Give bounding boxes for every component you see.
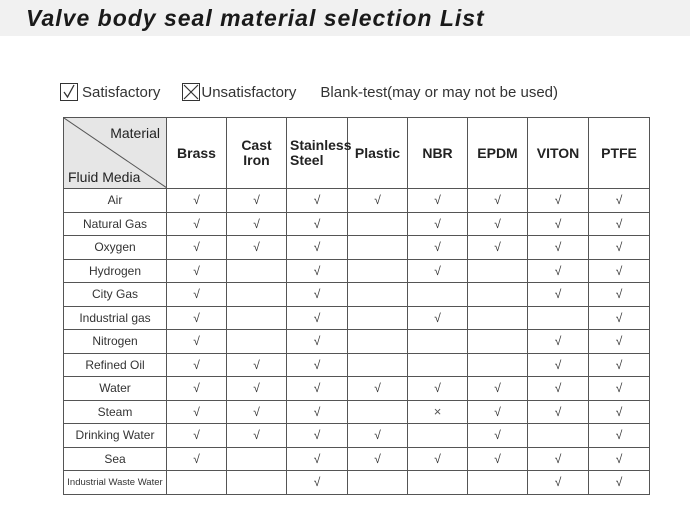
compatibility-cell	[468, 424, 528, 448]
header-row	[64, 118, 650, 189]
satisfactory-mark: √	[193, 263, 200, 278]
compatibility-cell	[287, 400, 348, 424]
compatibility-cell	[408, 424, 468, 448]
satisfactory-mark: √	[193, 381, 200, 396]
compatibility-cell	[408, 330, 468, 354]
table-body	[64, 189, 650, 495]
satisfactory-mark: √	[615, 404, 623, 419]
compatibility-cell	[167, 236, 227, 260]
satisfactory-mark: √	[554, 193, 562, 208]
compatibility-cell	[528, 306, 589, 330]
compatibility-cell	[287, 353, 348, 377]
satisfactory-mark: √	[253, 216, 260, 231]
compatibility-cell	[528, 424, 589, 448]
fluid-media-cell: Hydrogen	[64, 259, 167, 283]
compatibility-cell	[528, 330, 589, 354]
satisfactory-mark: √	[193, 404, 200, 419]
column-header-plastic: Plastic	[348, 118, 408, 189]
satisfactory-mark: √	[313, 310, 321, 325]
compatibility-cell	[528, 259, 589, 283]
material-matrix-table	[63, 117, 650, 495]
compatibility-cell	[589, 447, 650, 471]
compatibility-cell	[348, 259, 408, 283]
table-row	[64, 353, 650, 377]
satisfactory-mark: √	[615, 216, 623, 231]
satisfactory-mark: √	[615, 263, 623, 278]
table-row	[64, 471, 650, 495]
satisfactory-mark: √	[554, 263, 562, 278]
table-row	[64, 283, 650, 307]
compatibility-cell	[348, 283, 408, 307]
satisfactory-mark: √	[193, 334, 200, 349]
satisfactory-mark: √	[554, 334, 562, 349]
satisfactory-mark: √	[193, 310, 200, 325]
satisfactory-mark: √	[253, 428, 260, 443]
column-header-ptfe: PTFE	[589, 118, 650, 189]
satisfactory-mark: √	[494, 216, 501, 231]
compatibility-cell	[589, 306, 650, 330]
satisfactory-mark: √	[193, 451, 200, 466]
table-row	[64, 400, 650, 424]
satisfactory-mark: √	[434, 381, 441, 396]
satisfactory-mark: √	[494, 404, 501, 419]
compatibility-cell	[408, 400, 468, 424]
satisfactory-mark: √	[313, 357, 321, 372]
satisfactory-mark: √	[494, 381, 501, 396]
table-row	[64, 306, 650, 330]
satisfactory-mark: √	[434, 240, 441, 255]
compatibility-cell	[348, 471, 408, 495]
corner-fluid-media-label: Fluid Media	[68, 169, 141, 185]
table-row	[64, 236, 650, 260]
compatibility-cell	[287, 424, 348, 448]
compatibility-cell	[528, 447, 589, 471]
compatibility-cell	[348, 330, 408, 354]
fluid-media-cell: Water	[64, 377, 167, 401]
compatibility-cell	[227, 447, 287, 471]
compatibility-cell	[589, 212, 650, 236]
compatibility-cell	[227, 259, 287, 283]
compatibility-cell	[528, 236, 589, 260]
satisfactory-mark: √	[494, 428, 501, 443]
table-row	[64, 447, 650, 471]
compatibility-cell	[287, 377, 348, 401]
compatibility-cell	[468, 259, 528, 283]
compatibility-cell	[528, 189, 589, 213]
compatibility-cell	[227, 283, 287, 307]
compatibility-cell	[408, 306, 468, 330]
satisfactory-mark: √	[434, 263, 441, 278]
satisfactory-mark: √	[615, 310, 623, 325]
satisfactory-mark: √	[554, 287, 562, 302]
compatibility-cell	[468, 236, 528, 260]
fluid-media-cell: Natural Gas	[64, 212, 167, 236]
legend-satisfactory-label: Satisfactory	[82, 83, 161, 101]
satisfactory-mark: √	[615, 428, 623, 443]
table-row	[64, 330, 650, 354]
table-row	[64, 189, 650, 213]
satisfactory-mark: √	[554, 475, 562, 490]
compatibility-cell	[227, 306, 287, 330]
satisfactory-mark: √	[253, 381, 260, 396]
satisfactory-mark: √	[615, 287, 623, 302]
compatibility-cell	[227, 212, 287, 236]
compatibility-cell	[408, 377, 468, 401]
compatibility-cell	[287, 447, 348, 471]
compatibility-cell	[468, 189, 528, 213]
compatibility-cell	[348, 189, 408, 213]
legend	[60, 80, 558, 104]
satisfactory-mark: √	[313, 287, 321, 302]
fluid-media-cell: City Gas	[64, 283, 167, 307]
fluid-media-cell: Air	[64, 189, 167, 213]
cross-box-icon	[182, 83, 200, 101]
compatibility-cell	[408, 471, 468, 495]
compatibility-cell	[287, 212, 348, 236]
compatibility-cell	[167, 259, 227, 283]
fluid-media-cell: Nitrogen	[64, 330, 167, 354]
compatibility-cell	[589, 330, 650, 354]
compatibility-cell	[227, 400, 287, 424]
legend-unsatisfactory-label: Unsatisfactory	[201, 83, 297, 101]
compatibility-cell	[348, 447, 408, 471]
compatibility-cell	[167, 471, 227, 495]
compatibility-cell	[287, 189, 348, 213]
satisfactory-mark: √	[615, 240, 623, 255]
fluid-media-cell: Drinking Water	[64, 424, 167, 448]
compatibility-cell	[468, 283, 528, 307]
compatibility-cell	[528, 283, 589, 307]
satisfactory-mark: √	[313, 216, 321, 231]
compatibility-cell	[167, 377, 227, 401]
compatibility-cell	[589, 259, 650, 283]
satisfactory-mark: √	[615, 357, 623, 372]
compatibility-cell	[468, 377, 528, 401]
compatibility-cell	[589, 377, 650, 401]
column-header-epdm: EPDM	[468, 118, 528, 189]
compatibility-cell	[348, 377, 408, 401]
satisfactory-mark: √	[313, 334, 321, 349]
compatibility-cell	[227, 330, 287, 354]
satisfactory-mark: √	[313, 263, 321, 278]
compatibility-cell	[287, 330, 348, 354]
compatibility-cell	[167, 189, 227, 213]
compatibility-cell	[167, 353, 227, 377]
satisfactory-mark: √	[434, 193, 441, 208]
column-header-stainless-steel: Stainless Steel	[287, 118, 348, 189]
satisfactory-mark: √	[374, 451, 381, 466]
fluid-media-cell: Oxygen	[64, 236, 167, 260]
compatibility-cell	[408, 189, 468, 213]
satisfactory-mark: √	[615, 451, 623, 466]
satisfactory-mark: √	[253, 357, 260, 372]
compatibility-cell	[227, 377, 287, 401]
compatibility-cell	[528, 400, 589, 424]
compatibility-cell	[167, 212, 227, 236]
satisfactory-mark: √	[253, 240, 260, 255]
table-row	[64, 424, 650, 448]
satisfactory-mark: √	[554, 216, 562, 231]
title-bar	[0, 0, 690, 36]
satisfactory-mark: √	[434, 310, 441, 325]
satisfactory-mark: √	[494, 451, 501, 466]
satisfactory-mark: √	[193, 240, 200, 255]
satisfactory-mark: √	[494, 193, 501, 208]
table-row	[64, 212, 650, 236]
compatibility-cell	[589, 189, 650, 213]
fluid-media-cell: Industrial gas	[64, 306, 167, 330]
corner-material-label: Material	[110, 125, 160, 141]
column-header-cast-iron: Cast Iron	[227, 118, 287, 189]
compatibility-cell	[468, 330, 528, 354]
corner-header	[64, 118, 167, 189]
compatibility-cell	[589, 353, 650, 377]
compatibility-cell	[348, 400, 408, 424]
compatibility-cell	[468, 212, 528, 236]
fluid-media-cell: Steam	[64, 400, 167, 424]
satisfactory-mark: √	[193, 216, 200, 231]
satisfactory-mark: √	[374, 193, 381, 208]
column-header-brass: Brass	[167, 118, 227, 189]
compatibility-cell	[287, 259, 348, 283]
compatibility-cell	[167, 283, 227, 307]
satisfactory-mark: √	[615, 193, 623, 208]
satisfactory-mark: √	[253, 404, 260, 419]
compatibility-cell	[528, 353, 589, 377]
compatibility-cell	[167, 424, 227, 448]
compatibility-cell	[408, 447, 468, 471]
checkmark-box-icon	[60, 83, 78, 101]
compatibility-cell	[468, 447, 528, 471]
compatibility-cell	[167, 330, 227, 354]
satisfactory-mark: √	[313, 451, 321, 466]
compatibility-cell	[408, 236, 468, 260]
compatibility-cell	[468, 353, 528, 377]
compatibility-cell	[589, 424, 650, 448]
page-title: Valve body seal material selection List	[26, 5, 485, 31]
legend-blank-label: Blank-test(may or may not be used)	[320, 83, 559, 101]
satisfactory-mark: √	[494, 240, 501, 255]
satisfactory-mark: √	[193, 357, 200, 372]
compatibility-cell	[348, 353, 408, 377]
satisfactory-mark: √	[374, 381, 381, 396]
compatibility-cell	[589, 236, 650, 260]
compatibility-cell	[227, 424, 287, 448]
compatibility-cell	[408, 283, 468, 307]
unsatisfactory-mark: ×	[433, 403, 442, 419]
compatibility-cell	[468, 471, 528, 495]
compatibility-cell	[528, 377, 589, 401]
compatibility-cell	[227, 353, 287, 377]
compatibility-cell	[167, 447, 227, 471]
fluid-media-cell: Industrial Waste Water	[64, 471, 167, 495]
satisfactory-mark: √	[313, 381, 321, 396]
compatibility-cell	[348, 212, 408, 236]
satisfactory-mark: √	[253, 193, 260, 208]
compatibility-cell	[528, 212, 589, 236]
satisfactory-mark: √	[193, 428, 200, 443]
table-row	[64, 259, 650, 283]
compatibility-cell	[287, 283, 348, 307]
satisfactory-mark: √	[554, 240, 562, 255]
compatibility-cell	[408, 259, 468, 283]
satisfactory-mark: √	[313, 428, 321, 443]
compatibility-cell	[287, 306, 348, 330]
compatibility-cell	[348, 424, 408, 448]
satisfactory-mark: √	[313, 404, 321, 419]
satisfactory-mark: √	[615, 381, 623, 396]
compatibility-cell	[468, 306, 528, 330]
satisfactory-mark: √	[313, 193, 321, 208]
compatibility-cell	[408, 212, 468, 236]
compatibility-cell	[287, 236, 348, 260]
satisfactory-mark: √	[554, 404, 562, 419]
satisfactory-mark: √	[434, 451, 441, 466]
compatibility-cell	[227, 236, 287, 260]
satisfactory-mark: √	[193, 287, 200, 302]
compatibility-cell	[348, 236, 408, 260]
compatibility-cell	[589, 471, 650, 495]
satisfactory-mark: √	[554, 357, 562, 372]
satisfactory-mark: √	[313, 475, 321, 490]
compatibility-cell	[589, 400, 650, 424]
compatibility-cell	[528, 471, 589, 495]
compatibility-cell	[227, 471, 287, 495]
table-row	[64, 377, 650, 401]
fluid-media-cell: Refined Oil	[64, 353, 167, 377]
satisfactory-mark: √	[615, 334, 623, 349]
compatibility-cell	[167, 400, 227, 424]
compatibility-cell	[468, 400, 528, 424]
compatibility-cell	[227, 189, 287, 213]
fluid-media-cell: Sea	[64, 447, 167, 471]
satisfactory-mark: √	[193, 193, 200, 208]
satisfactory-mark: √	[434, 216, 441, 231]
satisfactory-mark: √	[554, 381, 562, 396]
compatibility-cell	[348, 306, 408, 330]
satisfactory-mark: √	[374, 428, 381, 443]
compatibility-cell	[589, 283, 650, 307]
compatibility-cell	[408, 353, 468, 377]
column-header-viton: VITON	[528, 118, 589, 189]
column-header-nbr: NBR	[408, 118, 468, 189]
satisfactory-mark: √	[615, 475, 623, 490]
compatibility-cell	[167, 306, 227, 330]
compatibility-cell	[287, 471, 348, 495]
satisfactory-mark: √	[313, 240, 321, 255]
satisfactory-mark: √	[554, 451, 562, 466]
